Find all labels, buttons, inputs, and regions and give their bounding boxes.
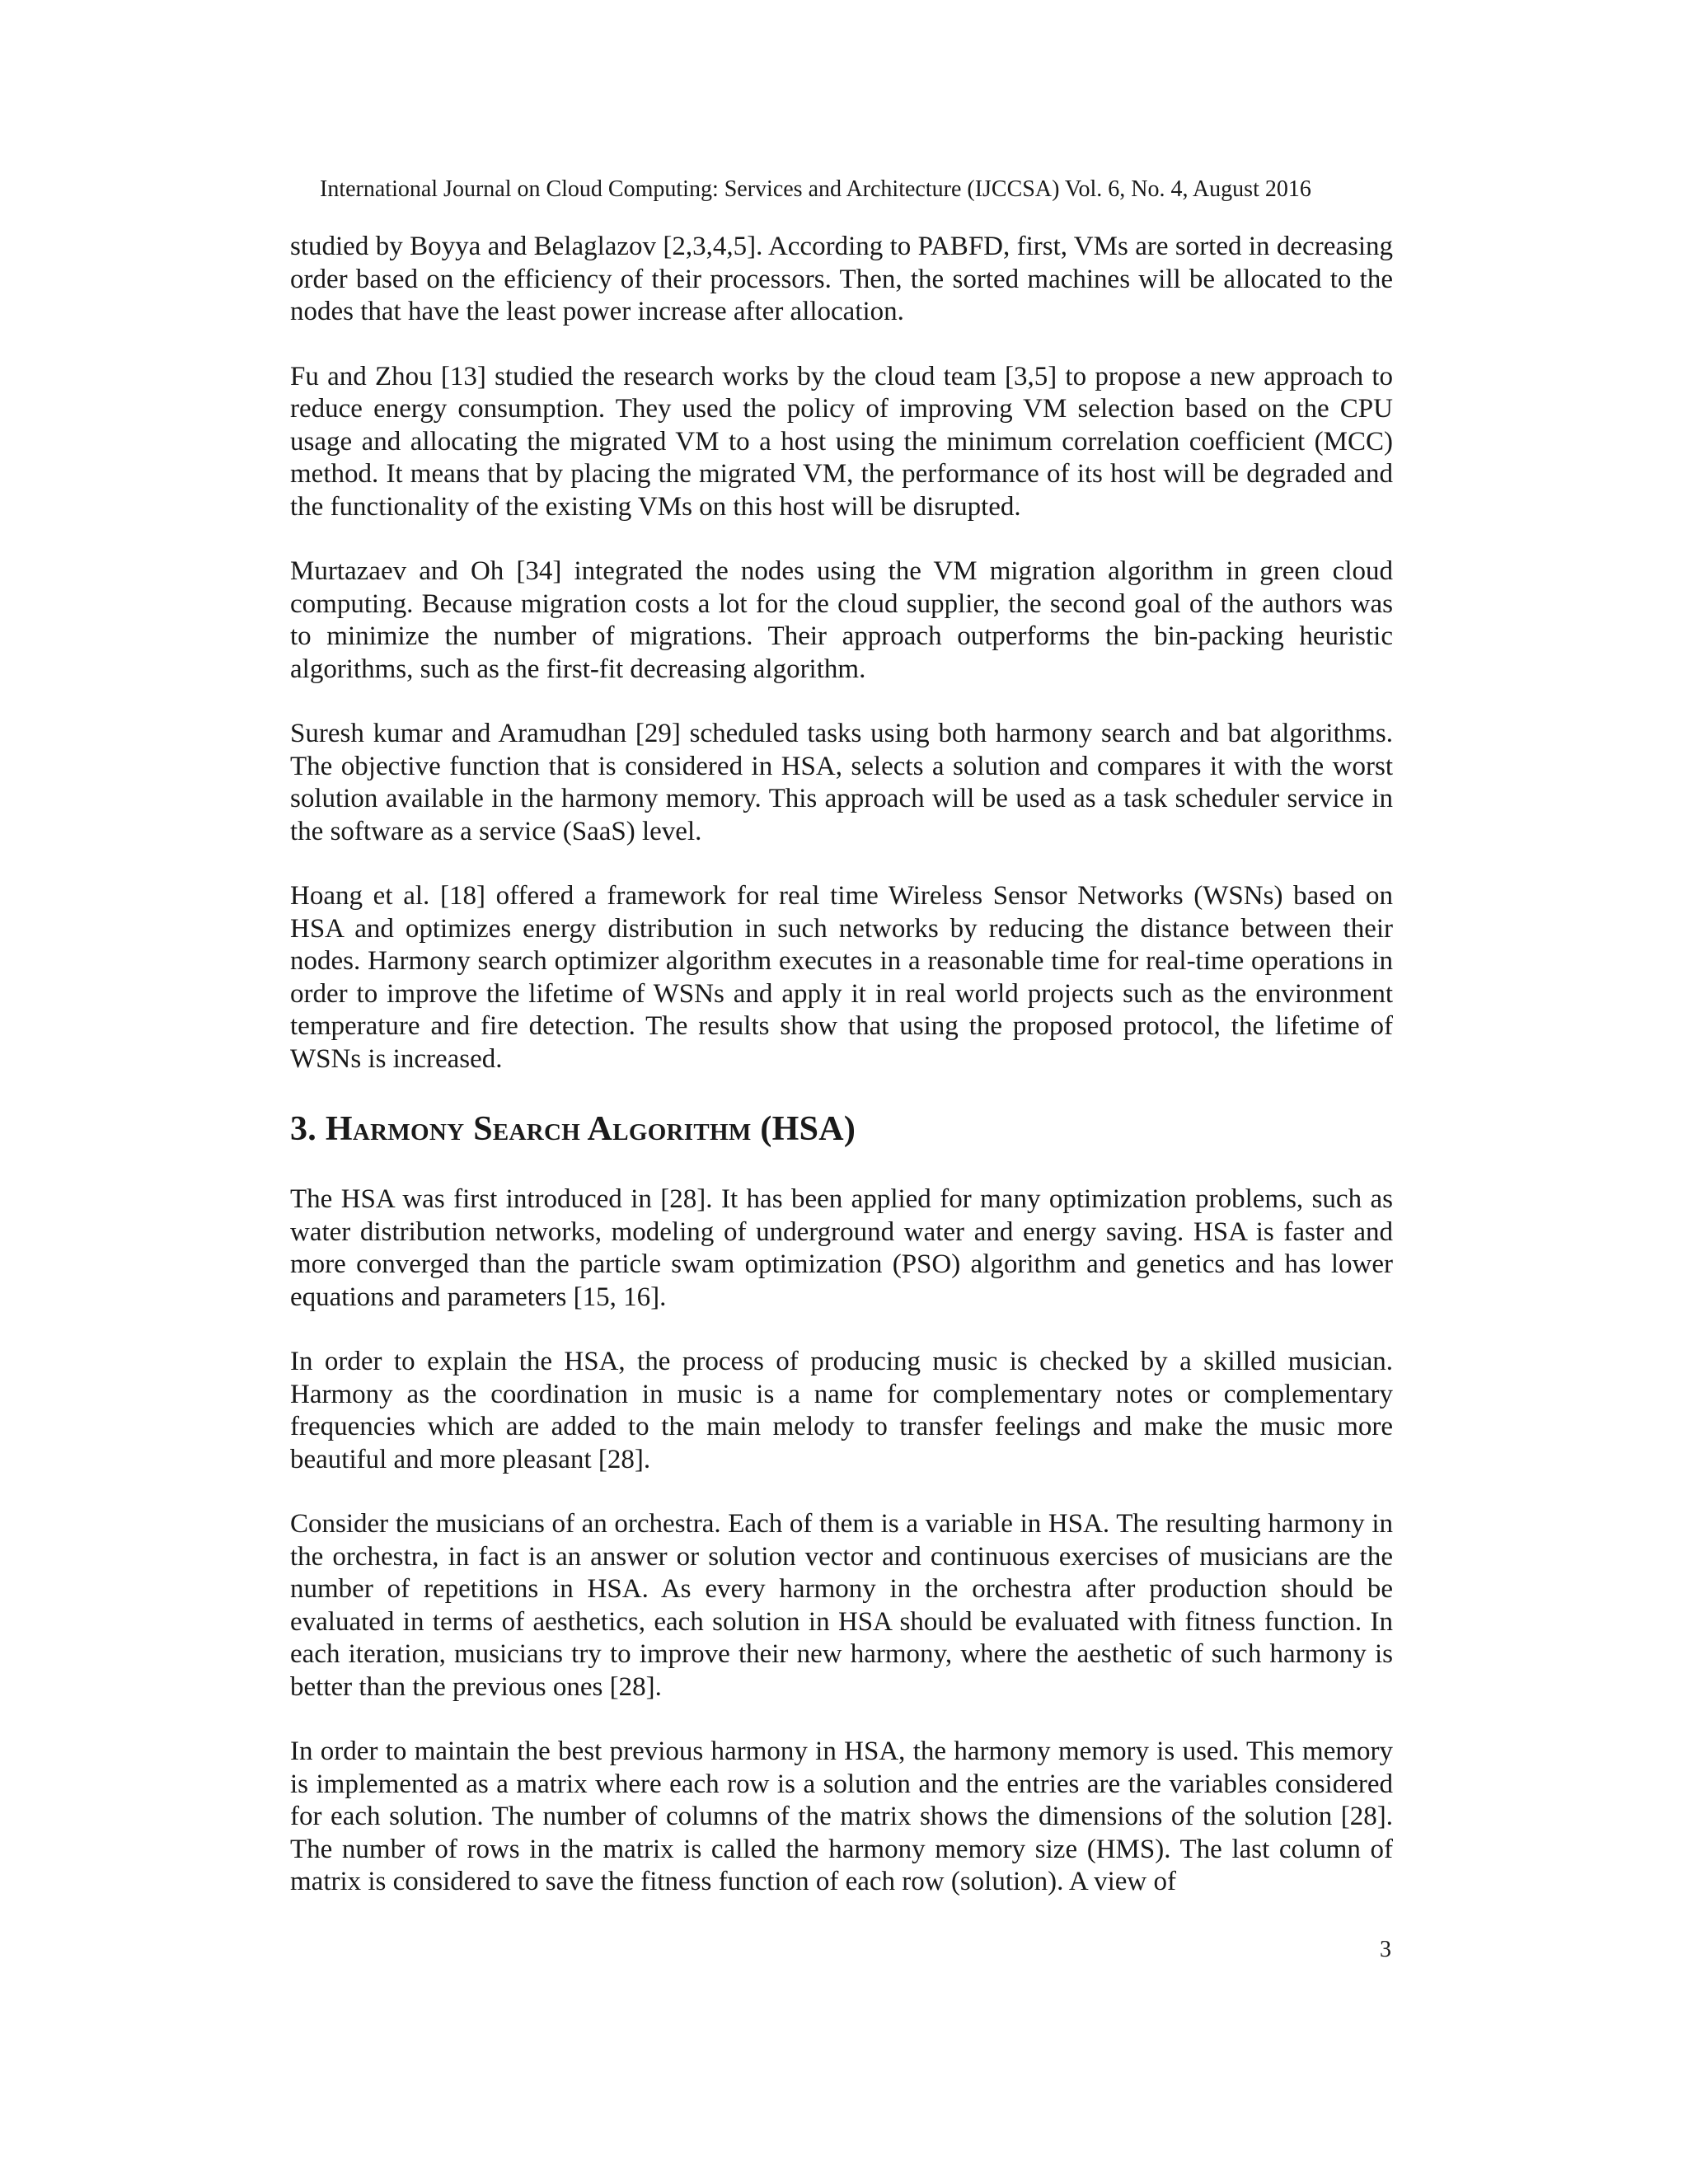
running-header: International Journal on Cloud Computing: Services and Architecture (IJCCSA) Vol. 6, No. 4, August 2016 xyxy=(320,176,1311,202)
section-number: 3. xyxy=(290,1110,317,1148)
paragraph-pabfd: studied by Boyya and Belaglazov [2,3,4,5]. According to PABFD, first, VMs are sorted in decreasing order based on the efficiency of their processors. Then, the sorted machines will be allocated to the nodes that have the least power increase after allocation. xyxy=(290,232,1393,326)
paragraph-murtazaev-oh: Murtazaev and Oh [34] integrated the nodes using the VM migration algorithm in green cloud computing. Because migration costs a lot for the cloud supplier, the second goal of the authors was to minimize the number of migrations. Their approach outperforms the bin-packing heuristic algorithms, such as the first-fit decreasing algorithm. xyxy=(290,556,1393,684)
paragraph-hsa-orchestra: Consider the musicians of an orchestra. Each of them is a variable in HSA. The resulting harmony in the orchestra, in fact is an answer or solution vector and continuous exercises of musicians are the number of repetitions in HSA. As every harmony in the orchestra after production should be evaluated in terms of aesthetics, each solution in HSA should be evaluated with fitness function. In each iteration, musicians try to improve their new harmony, where the aesthetic of such harmony is better than the previous ones [28]. xyxy=(290,1509,1393,1702)
paragraph-fu-zhou: Fu and Zhou [13] studied the research works by the cloud team [3,5] to propose a new approach to reduce energy consumption. They used the policy of improving VM selection based on the CPU usage and allocating the migrated VM to a host using the minimum correlation coefficient (MCC) method. It means that by placing the migrated VM, the performance of its host will be degraded and the functionality of the existing VMs on this host will be disrupted. xyxy=(290,361,1393,522)
paragraph-suresh-kumar: Suresh kumar and Aramudhan [29] scheduled tasks using both harmony search and bat algorithms. The objective function that is considered in HSA, selects a solution and compares it with the worst solution available in the harmony memory. This approach will be used as a task scheduler service in the software as a service (SaaS) level. xyxy=(290,719,1393,846)
section-abbrev: (HSA) xyxy=(760,1110,856,1148)
page-number: 3 xyxy=(1380,1937,1391,1962)
paragraph-hsa-memory: In order to maintain the best previous harmony in HSA, the harmony memory is used. This memory is implemented as a matrix where each row is a solution and the entries are the variables considered for each solution. The number of columns of the matrix shows the dimensions of the solution [28]. The number of rows in the matrix is called the harmony memory size (HMS). The last column of matrix is considered to save the fitness function of each row (solution). A view of xyxy=(290,1736,1393,1896)
paragraph-hsa-music: In order to explain the HSA, the process of producing music is checked by a skilled musician. Harmony as the coordination in music is a name for complementary notes or complementary frequencies which are added to the main melody to transfer feelings and make the music more beautiful and more pleasant [28]. xyxy=(290,1347,1393,1474)
article-body xyxy=(290,231,1393,1899)
section-heading xyxy=(290,1108,1393,1151)
paragraph-hsa-intro: The HSA was first introduced in [28]. It has been applied for many optimization problems, such as water distribution networks, modeling of underground water and energy saving. HSA is faster and more converged than the particle swam optimization (PSO) algorithm and genetics and has lower equations and parameters [15, 16]. xyxy=(290,1184,1393,1312)
section-title: Harmony Search Algorithm xyxy=(325,1110,752,1148)
paragraph-hoang: Hoang et al. [18] offered a framework for real time Wireless Sensor Networks (WSNs) based on HSA and optimizes energy distribution in such networks by reducing the distance between their nodes. Harmony search optimizer algorithm executes in a reasonable time for real-time operations in order to improve the lifetime of WSNs and apply it in real world projects such as the environment temperature and fire detection. The results show that using the proposed protocol, the lifetime of WSNs is increased. xyxy=(290,881,1393,1074)
